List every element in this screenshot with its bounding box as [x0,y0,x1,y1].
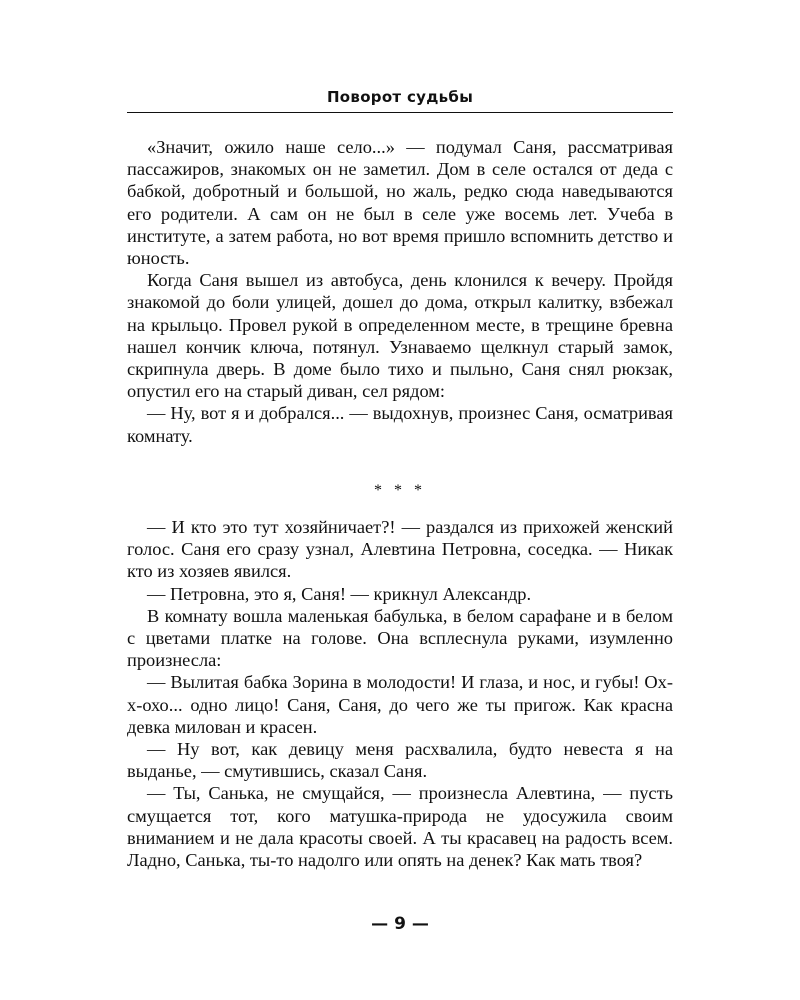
scene-break-asterisks: * * * [374,482,426,499]
paragraph: — Петровна, это я, Саня! — крикнул Александр. [147,583,532,604]
paragraph: — Ну, вот я и добрался... — выдохнув, произнес Саня, осматривая комнату. [127,403,673,446]
paragraph: — Вылитая бабка Зорина в молодости! И глаза, и нос, и губы! Ох-х-охо... одно лицо! Саня, Саня, до чего же ты пригож. Как красна девка милован и красен. [127,672,673,737]
paragraph: — И кто это тут хозяйничает?! — раздался из прихожей женский голос. Саня его сразу узнал, Алевтина Петровна, соседка. — Никак кто из хозяев явился. [127,517,673,582]
paragraph: В комнату вошла маленькая бабулька, в белом сарафане и в белом с цветами платке на голове. Она всплеснула руками, изумленно произнесла: [127,605,673,671]
paragraph: «Значит, ожило наше село...» — подумал Саня, рассматривая пассажиров, знакомых он не заметил. Дом в селе остался от деда с бабкой, добротный и большой, но жаль, редко сюда наведываются его родители. А сам он не был в селе уже восемь лет. Учеба в институте, а затем работа, но вот время пришло вспомнить детство и юность. [127,137,673,269]
paragraph: — Ты, Санька, не смущайся, — произнесла Алевтина, — пусть смущается тот, кого матушка-природа не удосужила своим вниманием и не дала красоты своей. А ты красавец на радость всем. Ладно, Санька, ты-то надолго или опять на денек? Как мать твоя? [127,783,673,871]
body-text-section-2 [127,516,673,871]
running-header-title: Поворот судьбы [326,88,474,106]
paragraph: — Ну вот, как девицу меня расхвалила, будто невеста я на выданье, — смутившись, сказал Саня. [127,739,673,782]
page-number: — 9 — [371,914,429,934]
header-divider [127,112,673,113]
paragraph: Когда Саня вышел из автобуса, день клонился к вечеру. Пройдя знакомой до боли улицей, дошел до дома, открыл калитку, взбежал на крыльцо. Провел рукой в определенном месте, в трещине бревна нашел кончик ключа, потянул. Узнаваемо щелкнул старый замок, скрипнула дверь. В доме было тихо и пыльно, Саня снял рюкзак, опустил его на старый диван, сел рядом: [127,270,673,402]
body-text-section-1 [127,136,673,447]
